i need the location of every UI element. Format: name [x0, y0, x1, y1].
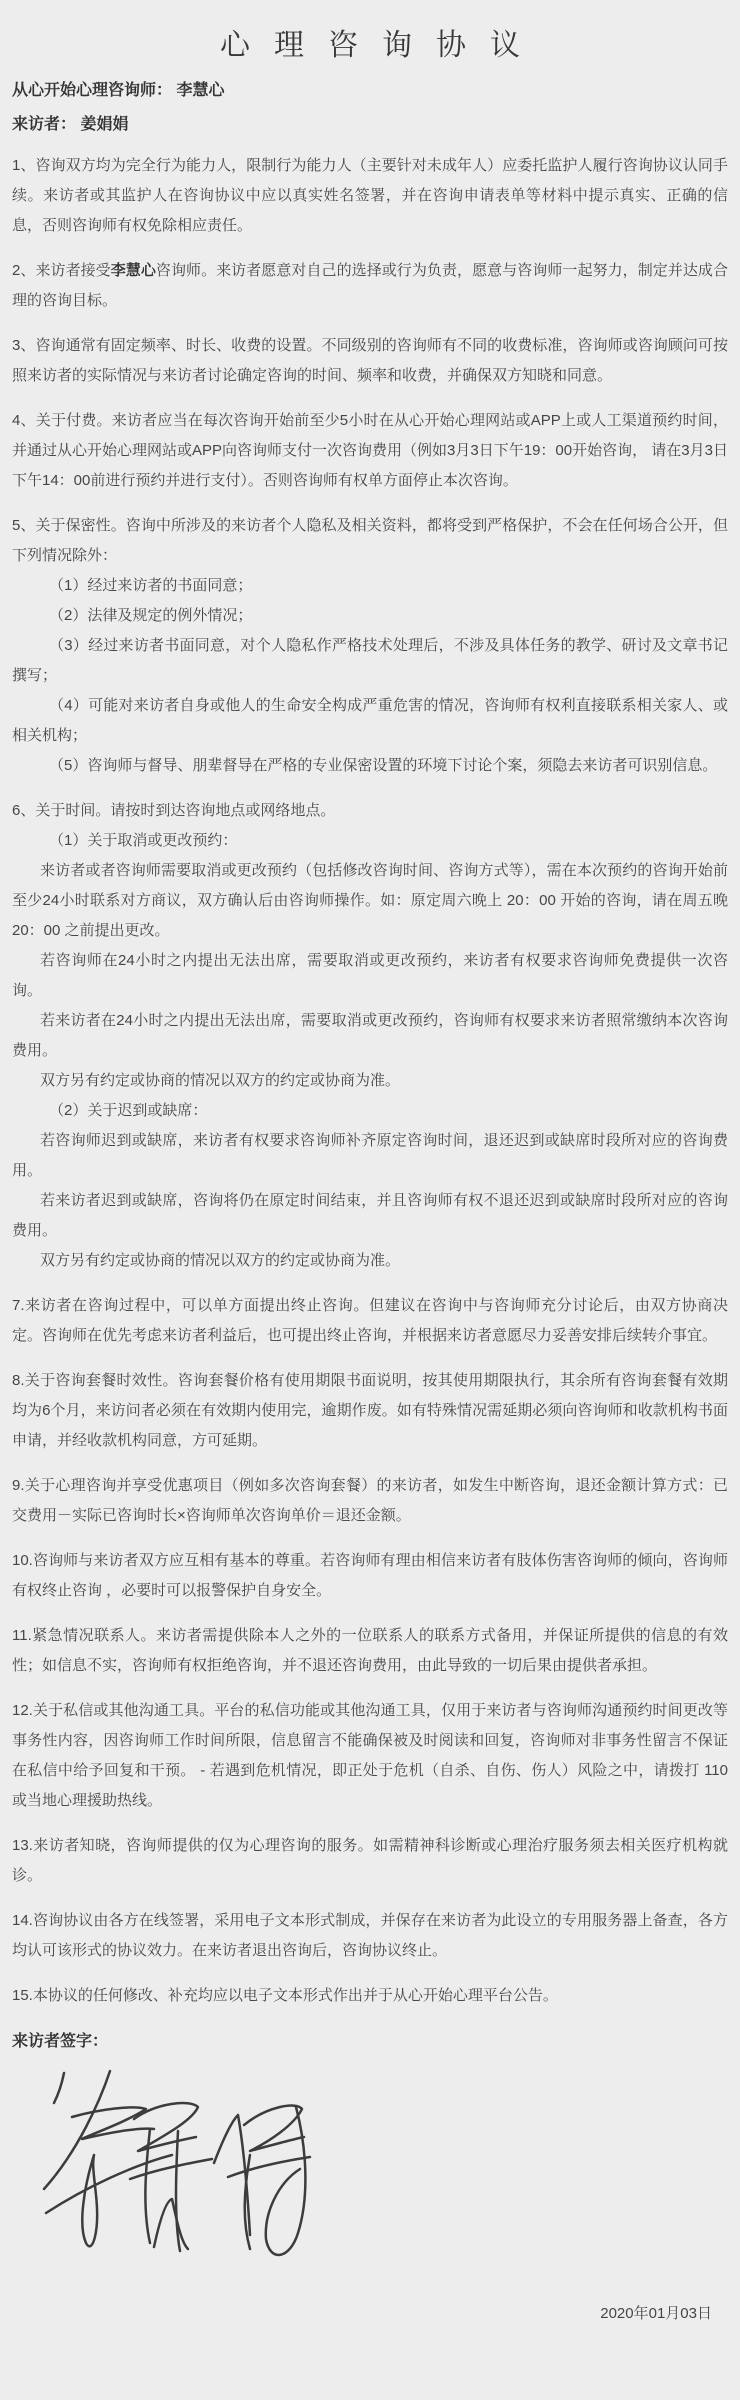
- agreement-paragraph: 13.来访者知晓，咨询师提供的仅为心理咨询的服务。如需精神科诊断或心理治疗服务须去相关医疗机构就诊。: [12, 1837, 728, 1884]
- agreement-paragraph: 8.关于咨询套餐时效性。咨询套餐价格有使用期限书面说明，按其使用期限执行，其余所有咨询套餐有效期均为6个月，来访问者必须在有效期内使用完，逾期作废。如有特殊情况需延期必须向咨询师和收款机构书面申请，并经收款机构同意，方可延期。: [12, 1372, 728, 1449]
- agreement-paragraph: 4、关于付费。来访者应当在每次咨询开始前至少5小时在从心开始心理网站或APP上或人工渠道预约时间，并通过从心开始心理网站或APP向咨询师支付一次咨询费用（例如3月3日下午19：00开始咨询， 请在3月3日下午14：00前进行预约并进行支付）。否则咨询师有权单方面停止本次咨询。: [12, 412, 728, 489]
- agreement-paragraph: 双方另有约定或协商的情况以双方的约定或协商为准。: [40, 1252, 401, 1269]
- agreement-paragraph: 来访者或者咨询师需要取消或更改预约（包括修改咨询时间、咨询方式等），需在本次预约的咨询开始前至少24小时联系对方商议，双方确认后由咨询师操作。如：原定周六晚上 20：00 开始的咨询，请在周五晚 20：00 之前提出更改。: [12, 862, 728, 939]
- agreement-paragraph: 7.来访者在咨询过程中，可以单方面提出终止咨询。但建议在咨询中与咨询师充分讨论后，由双方协商决定。咨询师在优先考虑来访者利益后，也可提出终止咨询，并根据来访者意愿尽力妥善安排后续转介事宜。: [12, 1297, 728, 1344]
- agreement-paragraph: 9.关于心理咨询并享受优惠项目（例如多次咨询套餐）的来访者，如发生中断咨询，退还金额计算方式：已交费用－实际已咨询时长×咨询师单次咨询单价＝退还金额。: [12, 1477, 728, 1524]
- agreement-paragraph: 10.咨询师与来访者双方应互相有基本的尊重。若咨询师有理由相信来访者有肢体伤害咨询师的倾向，咨询师有权终止咨询 ，必要时可以报警保护自身安全。: [12, 1552, 728, 1599]
- agreement-paragraph: （4）可能对来访者自身或他人的生命安全构成严重危害的情况，咨询师有权利直接联系相关家人、或相关机构；: [12, 697, 728, 744]
- agreement-paragraph: （5）咨询师与督导、朋辈督导在严格的专业保密设置的环境下讨论个案，须隐去来访者可识别信息。: [49, 757, 718, 774]
- agreement-body: [12, 151, 728, 2011]
- visitor-signature-drawing: [38, 2067, 328, 2272]
- agreement-paragraph: 若咨询师迟到或缺席，来访者有权要求咨询师补齐原定咨询时间，退还迟到或缺席时段所对应的咨询费用。: [12, 1132, 728, 1179]
- agreement-paragraph: 6、关于时间。请按时到达咨询地点或网络地点。: [12, 802, 336, 819]
- agreement-paragraph: 3、咨询通常有固定频率、时长、收费的设置。不同级别的咨询师有不同的收费标准，咨询师或咨询顾问可按照来访者的实际情况与来访者讨论确定咨询的时间、频率和收费，并确保双方知晓和同意。: [12, 337, 728, 384]
- agreement-paragraph: （2）关于迟到或缺席：: [49, 1102, 208, 1119]
- agreement-paragraph: 2、来访者接受李慧心咨询师。来访者愿意对自己的选择或行为负责，愿意与咨询师一起努力，制定并达成合理的咨询目标。: [12, 262, 728, 309]
- agreement-paragraph: （2）法律及规定的例外情况；: [49, 607, 253, 624]
- agreement-paragraph: 11.紧急情况联系人。来访者需提供除本人之外的一位联系人的联系方式备用，并保证所提供的信息的有效性；如信息不实，咨询师有权拒绝咨询，并不退还咨询费用，由此导致的一切后果由提供者承担。: [12, 1627, 728, 1674]
- agreement-paragraph: （3）经过来访者书面同意，对个人隐私作严格技术处理后，不涉及具体任务的教学、研讨及文章书记撰写；: [12, 637, 728, 684]
- agreement-paragraph: 双方另有约定或协商的情况以双方的约定或协商为准。: [40, 1072, 401, 1089]
- agreement-paragraph: （1）关于取消或更改预约：: [49, 832, 238, 849]
- agreement-paragraph: 5、关于保密性。咨询中所涉及的来访者个人隐私及相关资料，都将受到严格保护，不会在任何场合公开，但下列情况除外：: [12, 517, 728, 564]
- agreement-paragraph: 1、咨询双方均为完全行为能力人，限制行为能力人（主要针对未成年人）应委托监护人履行咨询协议认同手续。来访者或其监护人在咨询协议中应以真实姓名签署，并在咨询申请表单等材料中提示真实、正确的信息，否则咨询师有权免除相应责任。: [12, 157, 728, 234]
- agreement-paragraph: 12.关于私信或其他沟通工具。平台的私信功能或其他沟通工具，仅用于来访者与咨询师沟通预约时间更改等事务性内容，因咨询师工作时间所限，信息留言不能确保被及时阅读和回复，咨询师对非事务性留言不保证在私信中给予回复和干预。 - 若遇到危机情况，即正处于危机（自杀、自伤、伤人）风险之中，请拨打 110 或当地心理援助热线。: [12, 1702, 728, 1809]
- page-title: 心理咨询协议: [220, 29, 544, 62]
- agreement-date: 2020年01月03日: [600, 2305, 712, 2322]
- visitor-line: 来访者： 姜娟娟: [12, 116, 129, 133]
- visitor-sign-label: 来访者签字：: [12, 2033, 109, 2050]
- agreement-paragraph: 15.本协议的任何修改、补充均应以电子文本形式作出并于从心开始心理平台公告。: [12, 1987, 558, 2004]
- agreement-paragraph: 14.咨询协议由各方在线签署，采用电子文本形式制成，并保存在来访者为此设立的专用服务器上备查，各方均认可该形式的协议效力。在来访者退出咨询后，咨询协议终止。: [12, 1912, 728, 1959]
- counselor-line: 从心开始心理咨询师： 李慧心: [12, 82, 225, 99]
- agreement-paragraph: 若来访者在24小时之内提出无法出席，需要取消或更改预约，咨询师有权要求来访者照常缴纳本次咨询费用。: [12, 1012, 728, 1059]
- agreement-paragraph: （1）经过来访者的书面同意；: [49, 577, 253, 594]
- signature-area: [38, 2067, 728, 2275]
- agreement-paragraph: 若咨询师在24小时之内提出无法出席，需要取消或更改预约，来访者有权要求咨询师免费提供一次咨询。: [12, 952, 728, 999]
- agreement-paragraph: 若来访者迟到或缺席，咨询将仍在原定时间结束，并且咨询师有权不退还迟到或缺席时段所对应的咨询费用。: [12, 1192, 728, 1239]
